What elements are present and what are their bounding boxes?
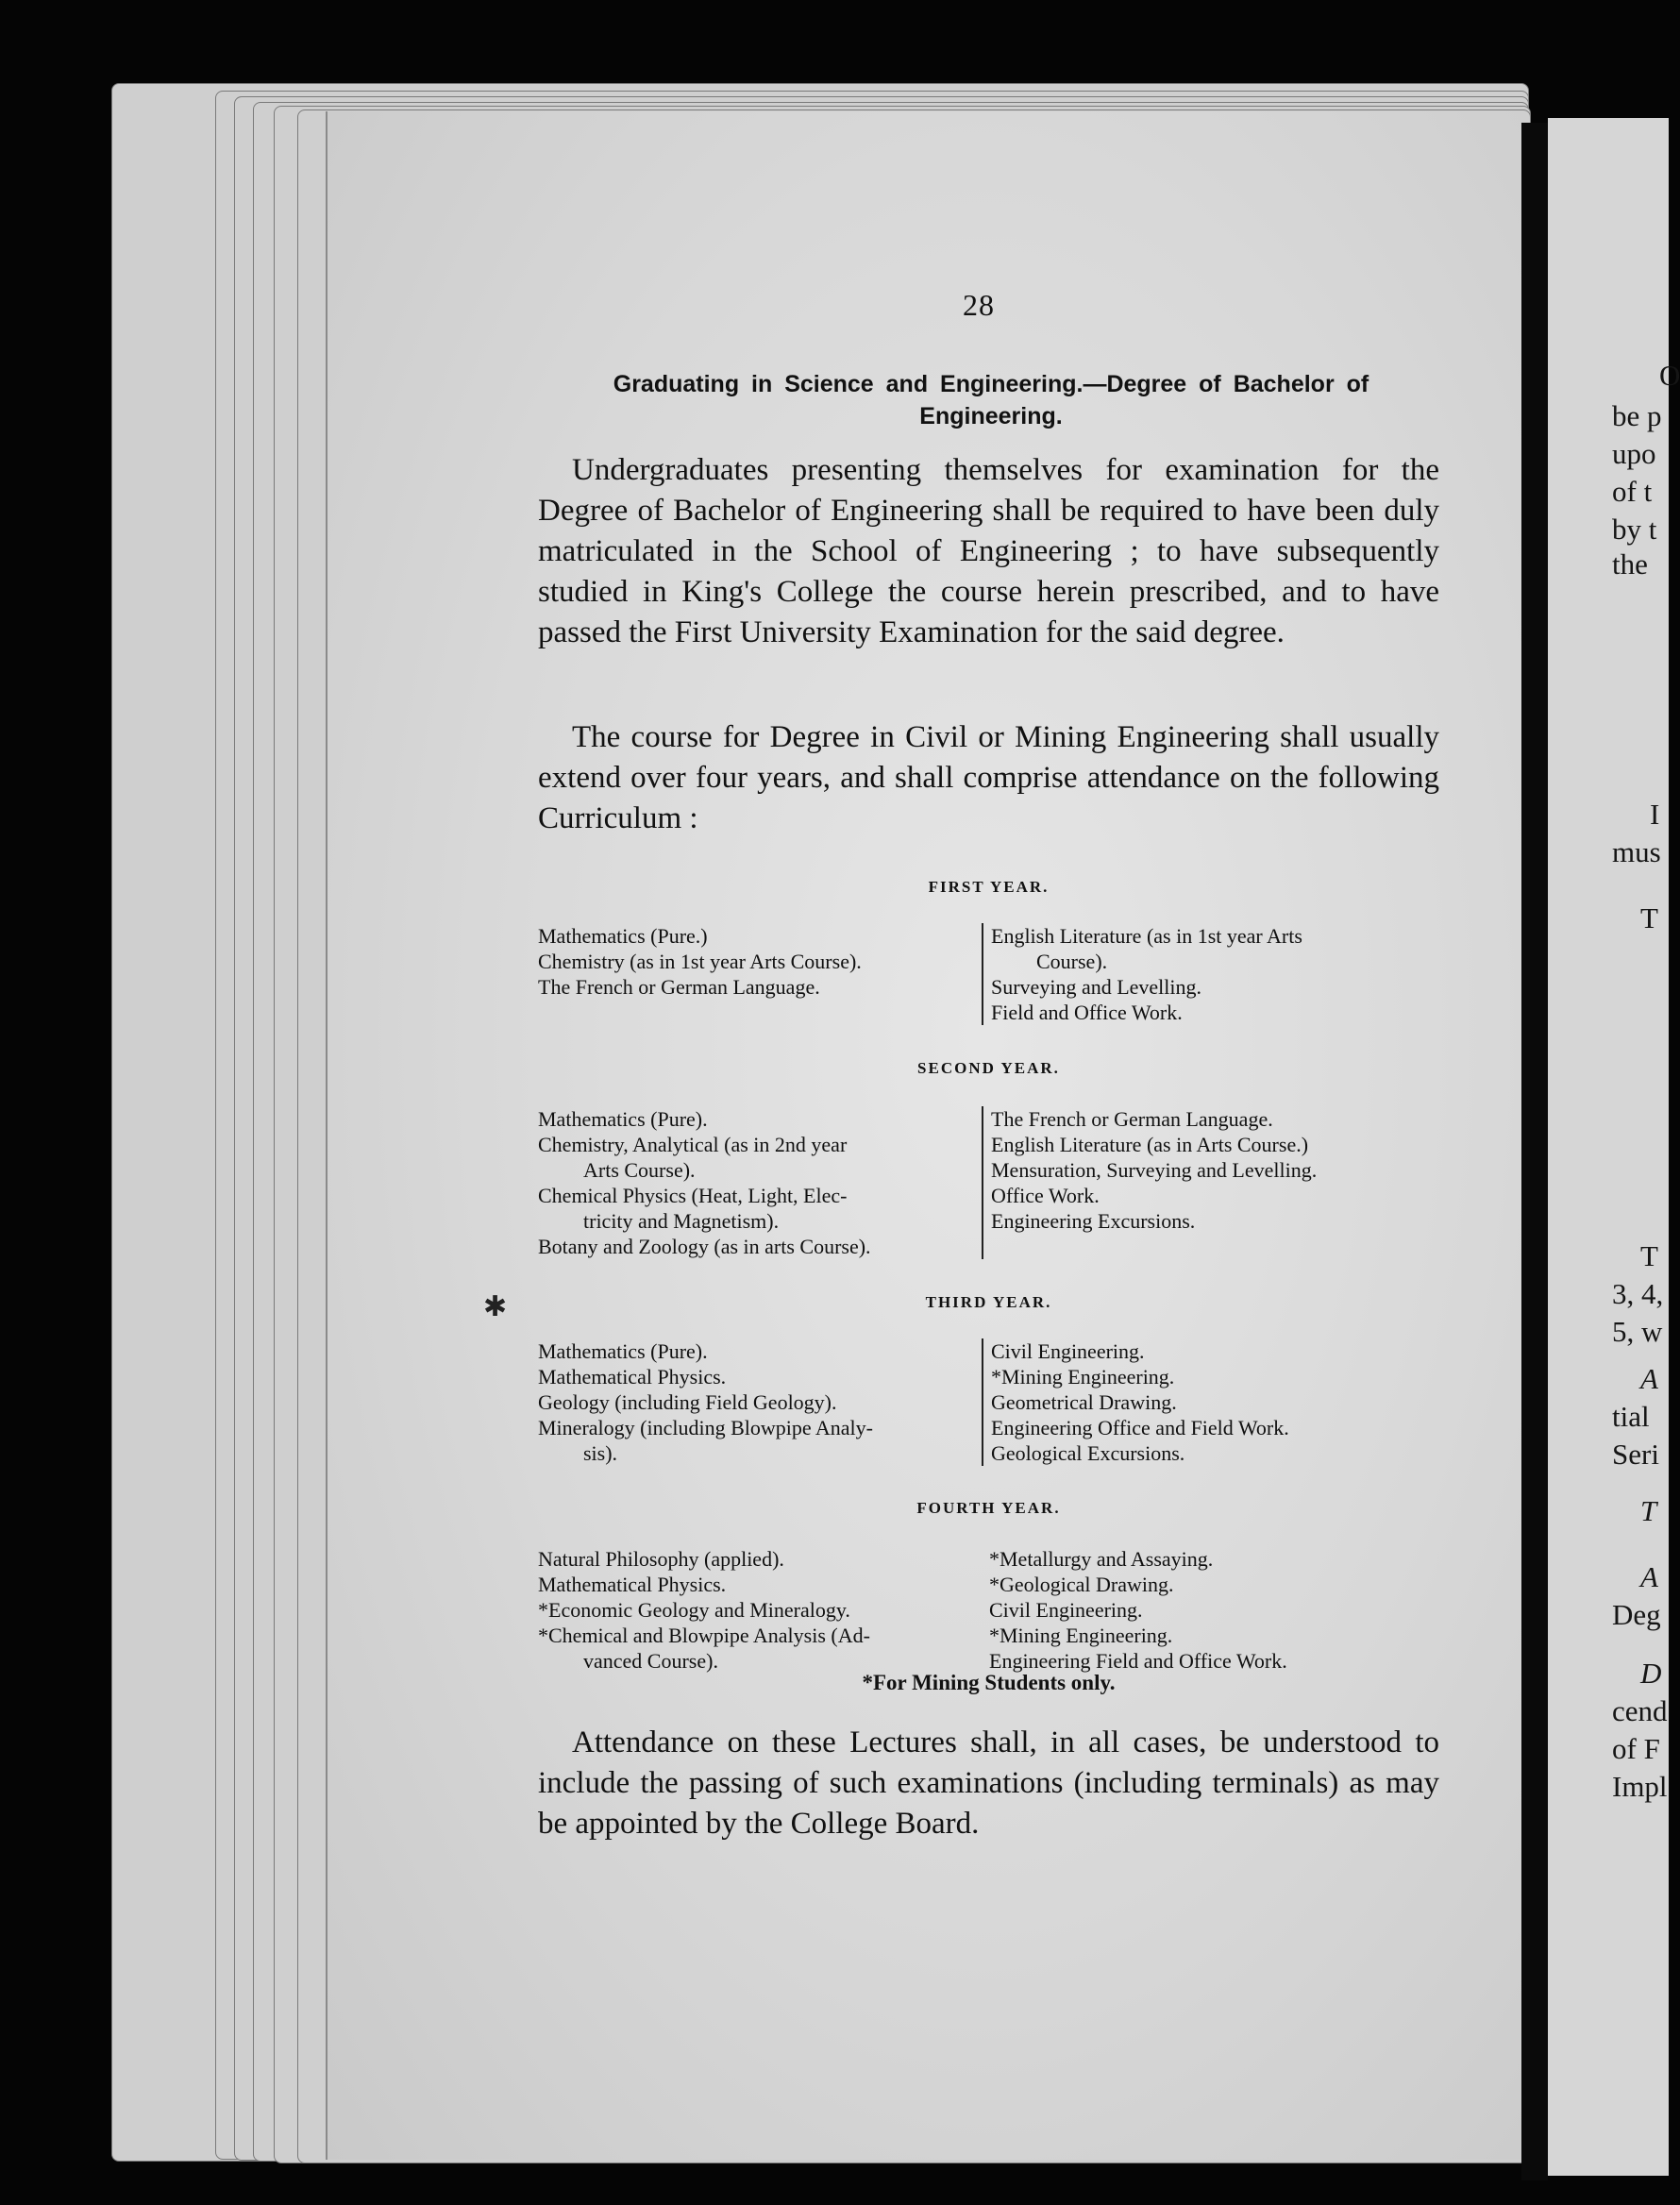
course-entry: Chemistry (as in 1st year Arts Course).	[538, 950, 862, 973]
facing-page-fragment: cend	[1612, 1694, 1668, 1727]
facing-page-fragment: T	[1640, 1494, 1657, 1527]
facing-page-fragment: upo	[1612, 437, 1656, 470]
facing-page-fragment: A	[1640, 1362, 1658, 1395]
course-entry: Botany and Zoology (as in arts Course).	[538, 1235, 871, 1258]
facing-page-fragment: the	[1612, 547, 1648, 581]
fourth-year-left-column	[538, 1546, 982, 1674]
course-entry: Field and Office Work.	[991, 1001, 1183, 1024]
course-entry: *Geological Drawing.	[989, 1573, 1174, 1596]
facing-page-fragment: of F	[1612, 1732, 1660, 1765]
course-entry: Office Work.	[991, 1184, 1100, 1207]
first-year-label: FIRST YEAR.	[928, 878, 1050, 896]
facing-page-fragment: Deg	[1612, 1598, 1661, 1631]
course-entry: English Literature (as in Arts Course.)	[991, 1133, 1309, 1156]
course-entry: The French or German Language.	[538, 975, 820, 999]
intro-paragraph: Undergraduates presenting themselves for examination for the Degree of Bachelor of Engineering shall be required to have been duly matriculated in the School of Engineering ; to have subsequently studied in King's College the course herein prescribed, and to have passed the First University Examination for the said degree.	[538, 453, 1439, 649]
fourth-year-label: FOURTH YEAR.	[916, 1499, 1061, 1517]
facing-page-fragment: D	[1640, 1657, 1662, 1690]
course-entry: Surveying and Levelling.	[991, 975, 1202, 999]
course-entry: Mathematics (Pure).	[538, 1107, 708, 1131]
second-year-curriculum	[538, 1106, 1439, 1259]
course-entry: Mineralogy (including Blowpipe Analy- sis).	[538, 1416, 873, 1465]
course-entry: Chemical Physics (Heat, Light, Elec- tricity and Magnetism).	[538, 1184, 848, 1233]
course-entry: Natural Philosophy (applied).	[538, 1547, 784, 1571]
third-year-left-column	[538, 1338, 982, 1466]
facing-page	[1548, 118, 1680, 2176]
facing-page-fragment: tial	[1612, 1400, 1650, 1433]
facing-page-fragment: T	[1640, 1239, 1658, 1272]
course-entry: *Chemical and Blowpipe Analysis (Ad- vanced Course).	[538, 1624, 870, 1673]
course-entry: Mathematical Physics.	[538, 1365, 727, 1389]
facing-page-fragment: by t	[1612, 513, 1657, 546]
mining-students-footnote: *For Mining Students only.	[862, 1671, 1116, 1694]
course-entry: English Literature (as in 1st year Arts Course).	[991, 924, 1302, 973]
facing-page-fragment: of t	[1612, 475, 1653, 508]
first-year-curriculum	[538, 923, 1439, 1025]
first-year-left-column	[538, 923, 982, 1025]
course-entry: Geological Excursions.	[991, 1441, 1185, 1465]
course-entry: *Mining Engineering.	[991, 1365, 1175, 1389]
page-number: 28	[963, 288, 995, 322]
course-entry: Geometrical Drawing.	[991, 1390, 1177, 1414]
margin-mark: ✱	[483, 1291, 508, 1322]
course-entry: Engineering Office and Field Work.	[991, 1416, 1289, 1439]
course-entry: *Metallurgy and Assaying.	[989, 1547, 1214, 1571]
course-entry: Chemistry, Analytical (as in 2nd year Arts Course).	[538, 1133, 848, 1182]
facing-page-fragment: be p	[1612, 399, 1662, 432]
section-heading: Graduating in Science and Engineering.—Degree of Bachelor of Engineering.	[613, 371, 1369, 429]
course-entry: Engineering Field and Office Work.	[989, 1649, 1287, 1673]
third-year-label: THIRD YEAR.	[925, 1293, 1052, 1311]
first-year-right-column	[982, 923, 1439, 1025]
third-year-right-column	[982, 1338, 1439, 1466]
book-gutter	[1521, 123, 1548, 2180]
second-year-label: SECOND YEAR.	[917, 1059, 1060, 1077]
facing-page-fragment: 3, 4,	[1612, 1277, 1664, 1310]
course-entry: Engineering Excursions.	[991, 1209, 1196, 1233]
course-entry: Mathematical Physics.	[538, 1573, 727, 1596]
fourth-year-curriculum	[538, 1546, 1439, 1674]
facing-page-fragment: Seri	[1612, 1438, 1659, 1471]
course-entry: Civil Engineering.	[991, 1339, 1145, 1363]
course-entry: *Economic Geology and Mineralogy.	[538, 1598, 850, 1622]
course-entry: Geology (including Field Geology).	[538, 1390, 837, 1414]
course-entry: Mensuration, Surveying and Levelling.	[991, 1158, 1318, 1182]
third-year-curriculum	[538, 1338, 1439, 1466]
facing-page-fragment: T	[1640, 901, 1658, 934]
facing-page-fragment: 5, w	[1612, 1315, 1663, 1348]
facing-page-fragment: Impl	[1612, 1770, 1668, 1803]
second-year-left-column	[538, 1106, 982, 1259]
course-entry: Mathematics (Pure).	[538, 1339, 708, 1363]
facing-page-fragment: mus	[1612, 835, 1661, 868]
facing-page-fragment: A	[1640, 1560, 1658, 1593]
facing-page-fragment: O	[1659, 359, 1680, 392]
course-entry: Mathematics (Pure.)	[538, 924, 708, 948]
course-entry: *Mining Engineering.	[989, 1624, 1173, 1647]
course-entry: Civil Engineering.	[989, 1598, 1143, 1622]
facing-page-fragment: I	[1650, 798, 1660, 831]
closing-paragraph: Attendance on these Lectures shall, in all cases, be understood to include the passing of such examinations (including terminals) as may be appointed by the College Board.	[538, 1725, 1439, 1841]
second-year-right-column	[982, 1106, 1439, 1259]
course-entry: The French or German Language.	[991, 1107, 1273, 1131]
course-paragraph: The course for Degree in Civil or Mining Engineering shall usually extend over four years, and shall comprise attendance on the following Curriculum :	[538, 720, 1439, 835]
fourth-year-right-column	[982, 1546, 1439, 1674]
